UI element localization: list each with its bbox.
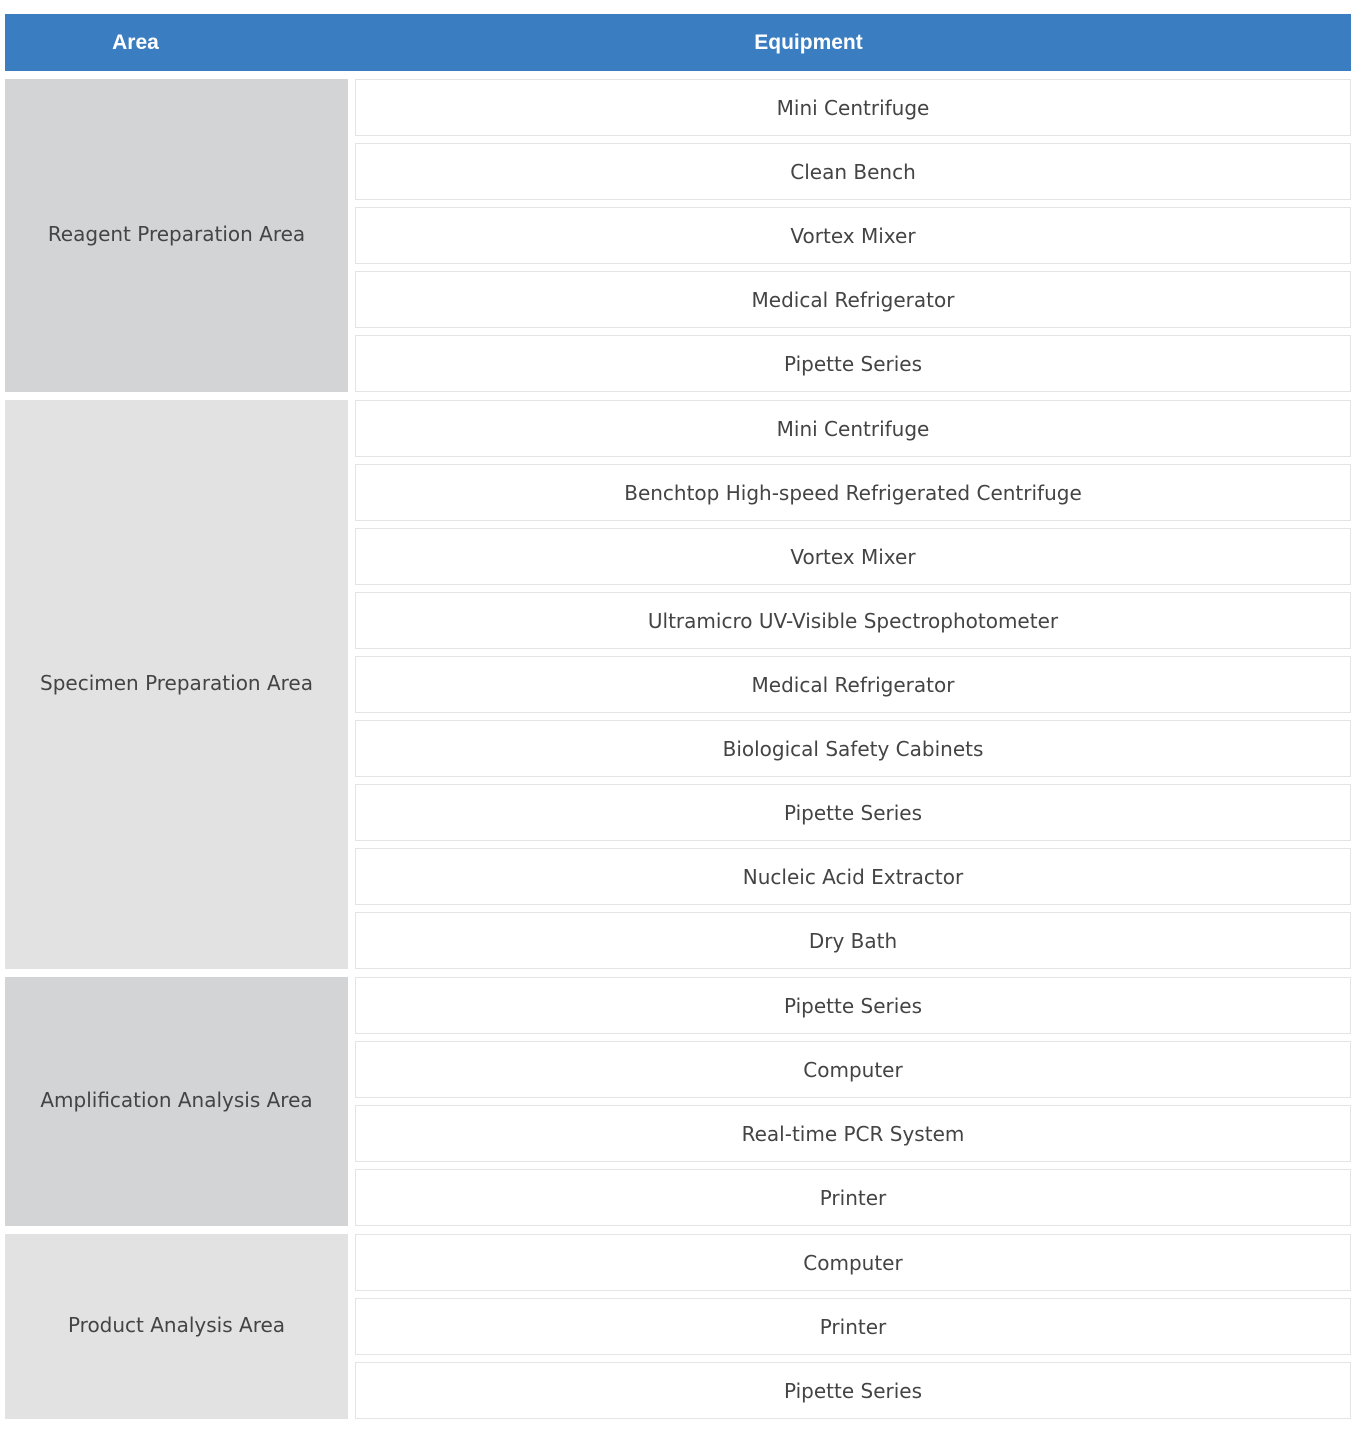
- area-cell: Specimen Preparation Area: [5, 400, 348, 969]
- equipment-item: Computer: [355, 1041, 1351, 1098]
- area-cell: Product Analysis Area: [5, 1234, 348, 1419]
- equipment-item: Mini Centrifuge: [355, 400, 1351, 457]
- table-header: [5, 14, 1351, 71]
- equipment-table: [5, 14, 1351, 1427]
- equipment-list: [355, 400, 1351, 969]
- equipment-item: Vortex Mixer: [355, 207, 1351, 264]
- equipment-item: Printer: [355, 1298, 1351, 1355]
- equipment-item: Benchtop High-speed Refrigerated Centrifuge: [355, 464, 1351, 521]
- header-equipment: Equipment: [754, 31, 863, 54]
- equipment-item: Printer: [355, 1169, 1351, 1226]
- equipment-item: Pipette Series: [355, 784, 1351, 841]
- equipment-item: Pipette Series: [355, 335, 1351, 392]
- equipment-item: Ultramicro UV-Visible Spectrophotometer: [355, 592, 1351, 649]
- equipment-list: [355, 1234, 1351, 1419]
- equipment-item: Dry Bath: [355, 912, 1351, 969]
- equipment-item: Pipette Series: [355, 1362, 1351, 1419]
- equipment-item: Mini Centrifuge: [355, 79, 1351, 136]
- equipment-item: Clean Bench: [355, 143, 1351, 200]
- equipment-item: Vortex Mixer: [355, 528, 1351, 585]
- equipment-item: Computer: [355, 1234, 1351, 1291]
- area-cell: Reagent Preparation Area: [5, 79, 348, 392]
- header-area: Area: [112, 31, 159, 54]
- area-group-amplification-analysis: [5, 977, 1351, 1226]
- equipment-list: [355, 977, 1351, 1226]
- table-body: [5, 79, 1351, 1419]
- equipment-item: Pipette Series: [355, 977, 1351, 1034]
- area-cell: Amplification Analysis Area: [5, 977, 348, 1226]
- equipment-list: [355, 79, 1351, 392]
- equipment-item: Real-time PCR System: [355, 1105, 1351, 1162]
- area-group-product-analysis: [5, 1234, 1351, 1419]
- area-group-specimen-preparation: [5, 400, 1351, 969]
- equipment-item: Biological Safety Cabinets: [355, 720, 1351, 777]
- equipment-item: Medical Refrigerator: [355, 271, 1351, 328]
- equipment-item: Nucleic Acid Extractor: [355, 848, 1351, 905]
- equipment-item: Medical Refrigerator: [355, 656, 1351, 713]
- area-group-reagent-preparation: [5, 79, 1351, 392]
